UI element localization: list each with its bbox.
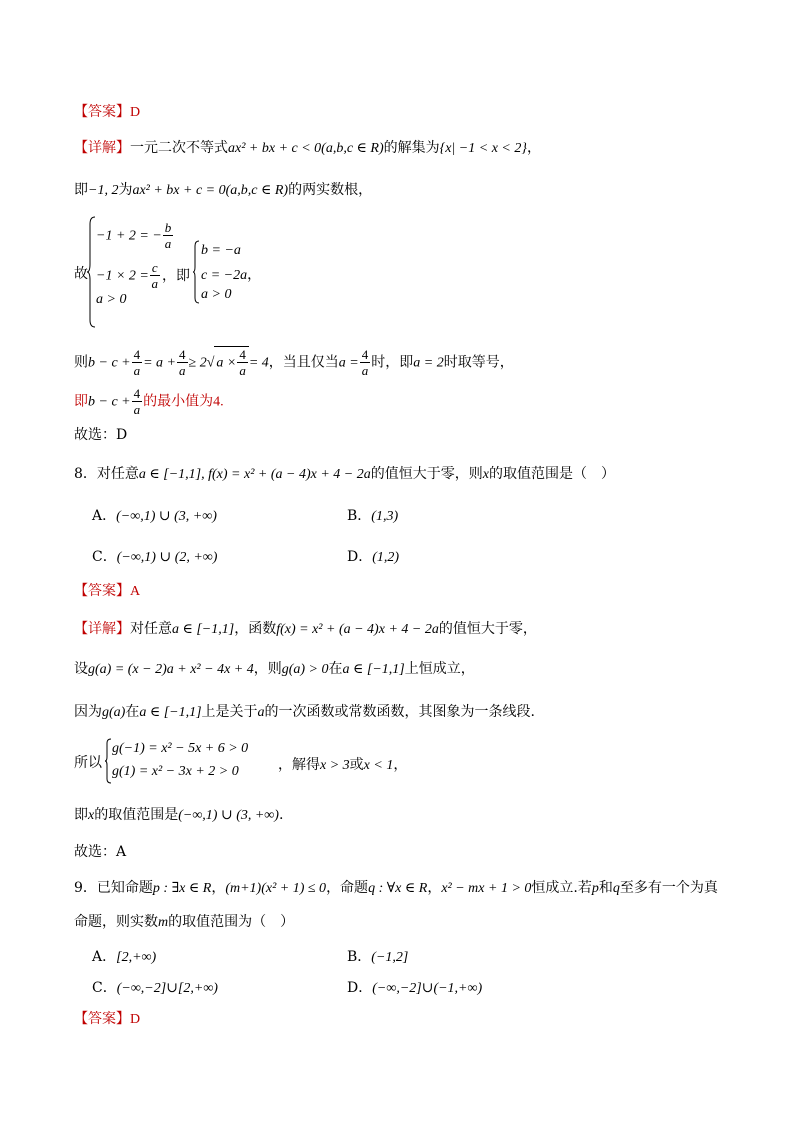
option-label: A． — [92, 949, 117, 965]
fraction — [150, 260, 160, 291]
detail-text: 即 — [74, 393, 88, 410]
detail-text: 即 — [74, 807, 88, 823]
option-label: A． — [92, 508, 117, 524]
detail-text: 对任意 — [130, 621, 172, 637]
detail-text: 时，即 — [371, 354, 414, 371]
option-value: (−∞,1) ∪ (2, +∞) — [116, 550, 218, 565]
answer-value: D — [130, 1012, 141, 1027]
detail-text: ，函数 — [234, 621, 277, 637]
option-value: [2,+∞) — [116, 950, 157, 965]
detail-label: 【详解】 — [74, 140, 130, 156]
math-expr: −1 + 2 = − — [96, 228, 162, 244]
choose-text: 故选：D — [74, 427, 128, 443]
math-expr: a ∈ [−1,1], f(x) = x² + (a − 4)x + 4 − 2a — [138, 467, 371, 482]
math-expr: ax² + bx + c < 0(a,b,c ∈ R) — [228, 141, 384, 156]
math-expr: f(x) = x² + (a − 4)x + 4 − 2a — [276, 622, 439, 637]
answer-line-9 — [74, 1010, 140, 1029]
detail-text: ， — [247, 267, 262, 283]
q9-option-d[interactable] — [347, 977, 482, 997]
ji-label — [162, 265, 190, 285]
q8-stem — [74, 465, 615, 484]
denominator: a — [239, 363, 246, 378]
denominator: a — [179, 363, 186, 378]
detail-text: 时取等号， — [443, 354, 514, 371]
detail-line-4 — [74, 346, 514, 379]
math-expr: p — [591, 881, 599, 896]
option-label: B． — [347, 949, 372, 965]
answer-value: D — [130, 105, 141, 120]
q9-option-b[interactable] — [347, 946, 408, 966]
math-expr: x² − mx + 1 > 0 — [441, 881, 532, 896]
detail-text: 或 — [349, 757, 364, 773]
denominator: a — [164, 236, 172, 251]
question-text: 的取值范围是（ ） — [488, 466, 615, 482]
q9-option-c[interactable] — [92, 977, 218, 997]
detail-line-1 — [74, 139, 541, 158]
math-expr: x < 1 — [363, 758, 394, 773]
option-label: D． — [347, 549, 373, 565]
answer-label: 【答案】 — [74, 104, 130, 120]
numerator: b — [164, 220, 172, 235]
math-expr: 4. — [213, 394, 224, 410]
q8-option-b[interactable] — [347, 505, 398, 525]
q8-detail-1 — [74, 620, 537, 639]
numerator: c — [151, 260, 158, 275]
detail-text: 故 — [74, 266, 88, 282]
math-expr: a > 0 — [201, 287, 232, 302]
math-expr: x > 3 — [320, 758, 350, 773]
detail-text: ， — [393, 757, 408, 773]
question-text: 的值恒大于零，则 — [370, 466, 483, 482]
math-expr: q : ∀x ∈ R — [368, 881, 428, 896]
question-text: ，命题 — [326, 880, 369, 896]
q8-option-a[interactable] — [92, 505, 217, 525]
math-expr: −1, 2 — [88, 183, 119, 198]
detail-line-2 — [74, 181, 372, 200]
math-expr: = 4 — [248, 355, 269, 371]
math-expr: g(−1) = x² − 5x + 6 > 0 — [112, 741, 249, 756]
detail-text: 的两实数根， — [288, 182, 373, 198]
math-expr: (−∞,1) ∪ (3, +∞) — [178, 808, 279, 823]
answer-line-8 — [74, 582, 140, 601]
detail-text: 所以 — [74, 755, 102, 771]
math-expr: −1 × 2 = — [96, 268, 149, 284]
fraction — [132, 347, 143, 378]
detail-text: 上是关于 — [201, 704, 258, 720]
denominator: a — [133, 402, 141, 417]
detail-text: 因为 — [74, 704, 102, 720]
math-expr: g(1) = x² − 3x + 2 > 0 — [112, 764, 239, 779]
math-expr: m — [158, 915, 169, 930]
fraction — [132, 386, 143, 417]
math-expr: x — [482, 467, 489, 482]
detail-text: ，则 — [253, 661, 282, 677]
fraction — [163, 220, 174, 251]
option-label: C． — [92, 980, 117, 996]
option-label: C． — [92, 549, 117, 565]
numerator: 4 — [133, 386, 141, 401]
detail-text: 的值恒大于零， — [438, 621, 537, 637]
option-value: (−∞,1) ∪ (3, +∞) — [116, 509, 217, 524]
math-expr: b − c + — [88, 355, 131, 371]
detail-text: 的取值范围是 — [94, 807, 179, 823]
math-expr: a — [257, 705, 265, 720]
math-expr: a > 0 — [96, 292, 127, 307]
detail-line-5 — [74, 386, 224, 418]
numerator: 4 — [133, 347, 141, 362]
q8-detail-2 — [74, 660, 475, 679]
math-expr: a ∈ [−1,1] — [172, 622, 235, 637]
q8-detail-5 — [74, 806, 283, 825]
denominator: a — [133, 363, 141, 378]
math-expr: {x| −1 < x < 2} — [439, 141, 527, 156]
math-expr: (m+1)(x² + 1) ≤ 0 — [225, 881, 327, 896]
detail-text: 在 — [328, 661, 343, 677]
detail-text: 的最小值为 — [143, 393, 214, 410]
fraction — [177, 347, 188, 378]
question-text: 8．对任意 — [74, 466, 139, 482]
choose-line-8 — [74, 843, 126, 861]
detail-text: 为 — [118, 182, 133, 198]
fraction — [360, 347, 371, 378]
detail-text: 则 — [74, 354, 88, 371]
detail-text: 上恒成立， — [404, 661, 475, 677]
detail-text: 即 — [74, 182, 88, 198]
option-value: (−1,2] — [371, 950, 409, 965]
math-expr: a × — [216, 355, 237, 371]
q8-detail-4-label — [74, 754, 102, 772]
math-expr: ≥ 2 — [188, 355, 207, 371]
math-expr: a = 2 — [413, 355, 444, 371]
answer-label: 【答案】 — [74, 583, 130, 599]
math-expr: a = — [338, 355, 359, 371]
math-expr: = a + — [143, 355, 177, 371]
math-expr: a ∈ [−1,1] — [139, 705, 202, 720]
detail-text: 的一次函数或常数函数，其图象为一条线段. — [264, 704, 535, 720]
question-text: 和 — [598, 880, 613, 896]
system2-row1 — [201, 242, 241, 259]
question-text: 至多有一个为真 — [619, 880, 718, 896]
q9-option-a[interactable] — [92, 946, 156, 966]
option-value: (1,3) — [371, 509, 399, 524]
math-expr: g(a) = (x − 2)a + x² − 4x + 4 — [88, 662, 254, 677]
q8-detail-4-tail — [278, 754, 407, 774]
math-expr: ax² + bx + c = 0(a,b,c ∈ R) — [132, 183, 289, 198]
q9-stem-2 — [74, 913, 294, 932]
option-value: (−∞,−2]∪(−1,+∞) — [372, 981, 483, 996]
math-expr: x — [88, 808, 95, 823]
sqrt-icon: √ — [206, 355, 215, 371]
detail-text: ，解得 — [278, 757, 320, 773]
detail-text: ，即 — [162, 268, 190, 284]
option-value: (−∞,−2]∪[2,+∞) — [116, 981, 218, 996]
question-text: 9．已知命题 — [74, 880, 153, 896]
question-text: 命题，则实数 — [74, 914, 158, 930]
detail-text: 在 — [125, 704, 140, 720]
question-text: 恒成立.若 — [531, 880, 592, 896]
q8-system-row2 — [112, 763, 239, 780]
answer-line-7 — [74, 103, 140, 122]
math-expr: p : ∃x ∈ R — [152, 881, 212, 896]
answer-label: 【答案】 — [74, 1011, 130, 1027]
system1-row2 — [96, 260, 161, 291]
option-label: B． — [347, 508, 372, 524]
left-brace-icon — [192, 240, 200, 304]
detail-text: 设 — [74, 661, 88, 677]
numerator: 4 — [179, 347, 186, 362]
choose-text: 故选：A — [74, 844, 127, 860]
option-value: (1,2) — [372, 550, 400, 565]
left-brace-icon — [86, 216, 96, 328]
math-expr: g(a) — [102, 705, 126, 720]
detail-text: ，当且仅当 — [268, 354, 339, 371]
system1-row1 — [96, 220, 174, 251]
q8-detail-3 — [74, 703, 535, 722]
math-expr: a ∈ [−1,1] — [342, 662, 405, 677]
question-text: ， — [211, 880, 226, 896]
system2-row2 — [201, 264, 261, 284]
denominator: a — [361, 363, 369, 378]
left-brace-icon — [104, 738, 112, 784]
denominator: a — [151, 276, 158, 291]
system1-row3 — [96, 291, 126, 308]
sqrt-body — [214, 346, 248, 379]
detail-text: . — [278, 807, 284, 823]
math-expr: b − c + — [88, 394, 131, 410]
answer-value: A — [130, 584, 141, 599]
system2-row3 — [201, 286, 231, 303]
q8-option-c[interactable] — [92, 546, 217, 566]
q9-stem-1 — [74, 879, 718, 898]
math-expr: g(a) > 0 — [281, 662, 329, 677]
numerator: 4 — [239, 347, 246, 362]
math-expr: q — [612, 881, 620, 896]
detail-text: 一元二次不等式 — [130, 140, 228, 156]
detail-label: 【详解】 — [74, 621, 130, 637]
fraction — [237, 347, 248, 378]
math-expr: b = −a — [201, 243, 241, 258]
math-expr: c = −2a — [201, 268, 248, 283]
question-text: 的取值范围为（ ） — [168, 914, 295, 930]
detail-text: ， — [526, 140, 541, 156]
q8-system-row1 — [112, 740, 248, 757]
question-text: ， — [427, 880, 442, 896]
q8-option-d[interactable] — [347, 546, 399, 566]
numerator: 4 — [361, 347, 369, 362]
option-label: D． — [347, 980, 373, 996]
choose-line-7 — [74, 426, 127, 444]
detail-text: 的解集为 — [383, 140, 440, 156]
